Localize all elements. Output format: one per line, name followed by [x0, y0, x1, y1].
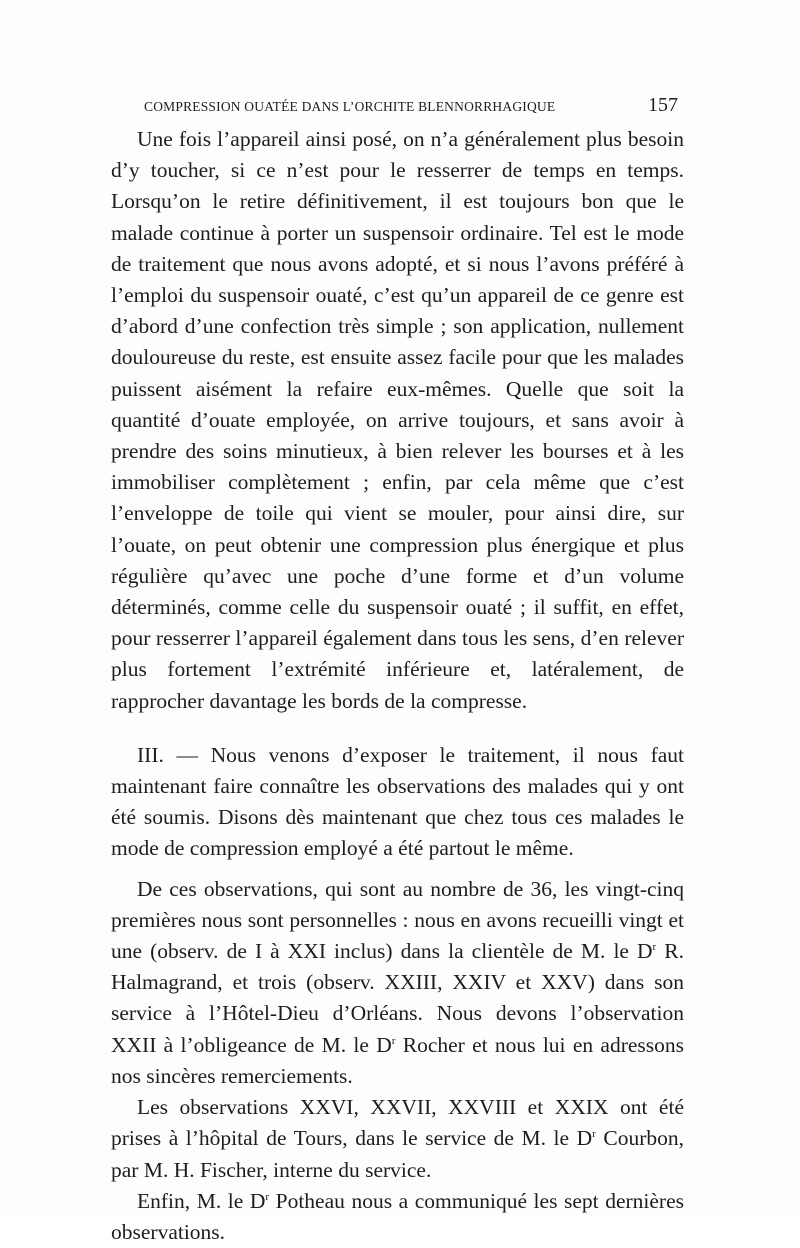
- paragraph-text: Une fois l’appareil ainsi posé, on n’a généralement plus besoin d’y toucher, si ce n’est pour le resserrer de temps en temps. Lorsqu’on le retire définitivement, il est toujours bon que le malade continue à porter un suspensoir ordinaire. Tel est le mode de traitement que nous avons adopté, et si nous l’avons préféré à l’emploi du suspensoir ouaté, c’est qu’un appareil de ce genre est d’abord d’une confection très simple ; son application, nullement douloureuse du reste, est ensuite assez facile pour que les malades puissent aisément la refaire eux-mêmes. Quelle que soit la quantité d’ouate employée, on arrive toujours, et sans avoir à prendre des soins minutieux, à bien relever les bourses et à les immobiliser complètement ; enfin, par cela même que c’est l’enveloppe de toile qui vient se mouler, pour ainsi dire, sur l’ouate, on peut obtenir une compression plus énergique et plus régulière qu’avec une poche d’une forme et d’un volume déterminés, comme celle du suspensoir ouaté ; il suffit, en effet, pour resserrer l’appareil également dans tous les sens, d’en relever plus fortement l’extrémité inférieure et, latéralement, de rapprocher davantage les bords de la compresse.: [111, 127, 684, 713]
- paragraph-final-observations: [111, 1186, 684, 1248]
- paragraph-section-iii: [111, 740, 684, 865]
- running-head: [116, 96, 684, 120]
- paragraph-text: Courbon, par M. H. Fischer, interne du service.: [111, 1126, 685, 1182]
- paragraph-text: Potheau nous a communiqué les sept dernières observations.: [111, 1188, 684, 1244]
- paragraph-observations-origin: [111, 874, 684, 1092]
- paragraph-tours-observations: [111, 1092, 684, 1186]
- doctor-abbrev-superscript: r: [652, 941, 657, 954]
- page-number: 157: [648, 94, 678, 116]
- paragraph-text: Rocher et nous lui en adressons nos sincères remerciements.: [111, 1032, 684, 1088]
- paragraph-text: Les observations XXVI, XXVII, XXVIII et XXIX ont été prises à l’hôpital de Tours, dans le service de M. le D: [111, 1095, 684, 1151]
- running-title: COMPRESSION OUATÉE DANS L’ORCHITE BLENNORRHAGIQUE: [144, 99, 556, 114]
- paragraph-text: De ces observations, qui sont au nombre de 36, les vingt-cinq premières nous sont personnelles : nous en avons recueilli vingt et une (observ. de I à XXI inclus) dans la clientèle de M. le D: [111, 876, 684, 964]
- doctor-abbrev-superscript: r: [592, 1128, 596, 1141]
- paragraph-text: Enfin, M. le D: [137, 1188, 266, 1213]
- body-text: [111, 124, 684, 1248]
- paragraph-text: III. — Nous venons d’exposer le traitement, il nous faut maintenant faire connaître les observations des malades qui y ont été soumis. Disons dès maintenant que chez tous ces malades le mode de compression employé a été partout le même.: [111, 742, 684, 861]
- doctor-abbrev-superscript: r: [265, 1190, 270, 1203]
- doctor-abbrev-superscript: r: [391, 1034, 396, 1047]
- paragraph-text: R. Halmagrand, et trois (observ. XXIII, XXIV et XXV) dans son service à l’Hôtel-Dieu d’Orléans. Nous devons l’observation XXII à l’obligeance de M. le D: [111, 939, 684, 1057]
- paragraph-appliance: [111, 124, 684, 717]
